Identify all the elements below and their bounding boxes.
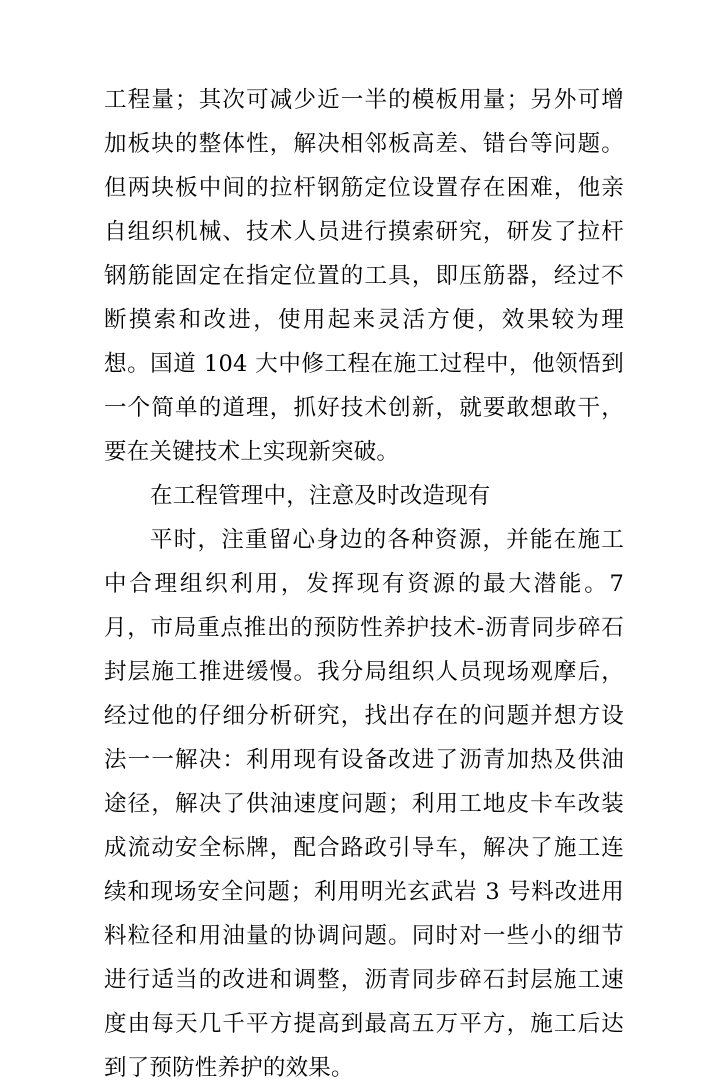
paragraph-1: 工程量；其次可减少近一半的模板用量；另外可增加板块的整体性，解决相邻板高差、错台等问题。但两块板中间的拉杆钢筋定位设置存在困难，他亲自组织机械、技术人员进行摸索研究，研发了拉杆钢筋能固定在指定位置的工具，即压筋器，经过不断摸索和改进，使用起来灵活方便，效果较为理想。国道 104 大中修工程在施工过程中，他领悟到一个简单的道理，抓好技术创新，就要敢想敢干，要在关键技术上实现新突破。 — [104, 87, 624, 465]
paragraph-3: 平时，注重留心身边的各种资源，并能在施工中合理组织利用，发挥现有资源的最大潜能。7 月，市局重点推出的预防性养护技术-沥青同步碎石封层施工推进缓慢。我分局组织人员现场观摩后，经过他的仔细分析研究，找出存在的问题并想方设法一一解决：利用现有设备改进了沥青加热及供油途径，解决了供油速度问题；利用工地皮卡车改装成流动安全标牌，配合路政引导车，解决了施工连续和现场安全问题；利用明光玄武岩 3 号料改进用料粒径和用油量的协调问题。同时对一些小的细节进行适当的改进和调整，沥青同步碎石封层施工速度由每天几千平方提高到最高五万平方，施工后达到了预防性养护的效果。 — [104, 527, 632, 1081]
paragraph-2: 在工程管理中，注意及时改造现有 — [150, 483, 491, 509]
document-body — [104, 78, 632, 1090]
